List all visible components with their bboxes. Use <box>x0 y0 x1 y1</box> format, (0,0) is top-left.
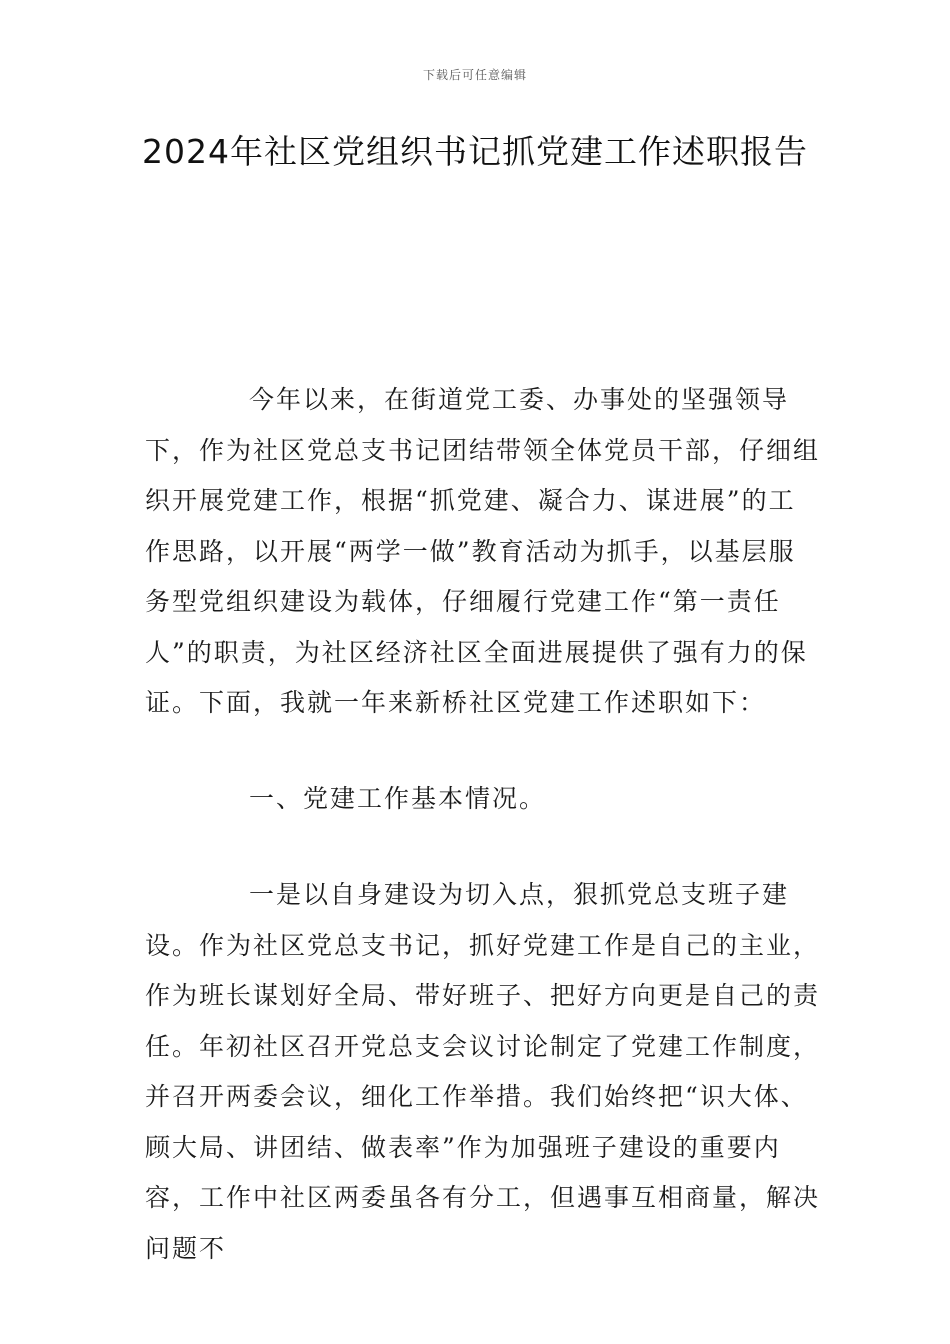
section-heading: 一、党建工作基本情况。 <box>249 784 547 813</box>
document-title: 2024年社区党组织书记抓党建工作述职报告 <box>142 132 808 171</box>
header-note: 下载后可任意编辑 <box>422 68 527 82</box>
paragraph-intro: 今年以来，在街道党工委、办事处的坚强领导下，作为社区党总支书记团结带领全体党员干部，仔细组织开展党建工作，根据“抓党建、凝合力、谋进展”的工作思路，以开展“两学一做”教育活动为抓手，以基层服务型党组织建设为载体，仔细履行党建工作“第一责任人”的职责，为社区经济社区全面进展提供了强有力的保证。下面，我就一年来新桥社区党建工作述职如下： <box>145 385 821 717</box>
paragraph-section-1: 一是以自身建设为切入点，狠抓党总支班子建设。作为社区党总支书记，抓好党建工作是自己的主业，作为班长谋划好全局、带好班子、把好方向更是自己的责任。年初社区召开党总支会议讨论制定了党建工作制度，并召开两委会议，细化工作举措。我们始终把“识大体、顾大局、讲团结、做表率”作为加强班子建设的重要内容，工作中社区两委虽各有分工，但遇事互相商量，解决问题不 <box>145 880 821 1263</box>
